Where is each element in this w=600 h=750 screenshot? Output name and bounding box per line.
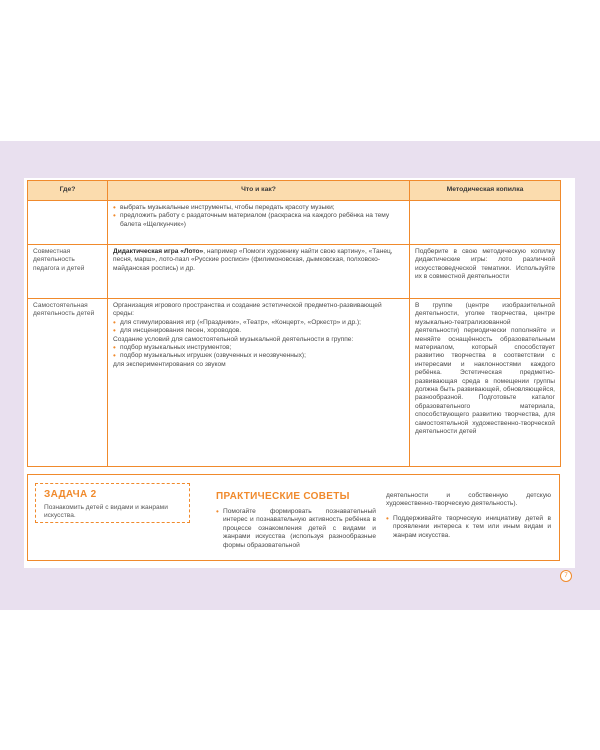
cell-what-row3: [108, 299, 410, 467]
advice-item: • Поддерживайте творческую инициативу детей в проявлении интереса к тем или иным видам и жанрам искусства.: [386, 515, 551, 540]
cell-tips-row2: Подберите в свою методическую копилку дидактические игры: лото различной искусствоведческой тематики. Используйте их в совместной деятельности: [410, 245, 561, 299]
cell-where-independent: Самостоятельная деятельность детей: [28, 299, 108, 467]
list-item: • выбрать музыкальные инструменты, чтобы передать красоту музыки;: [113, 204, 404, 212]
list-item: • подбор музыкальных инструментов;: [113, 344, 404, 352]
methodology-table: [27, 180, 561, 467]
advice-column-1: [216, 508, 376, 550]
header-tips: Методическая копилка: [410, 181, 561, 201]
what-intro: Организация игрового пространства и создание эстетической предметно-развивающей среды:: [113, 302, 382, 318]
cell-what-row1: [108, 201, 410, 245]
cell-what-row2: [108, 245, 410, 299]
list-item: • подбор музыкальных игрушек (озвученных и неозвученных);: [113, 352, 404, 360]
what-mid: Создание условий для самостоятельной музыкальной деятельности в группе:: [113, 335, 354, 343]
didactic-game-title: Дидактическая игра «Лото»: [113, 248, 204, 255]
advice-item: • Помогайте формировать познавательный интерес и познавательную активность ребёнка в процессе ознакомления детей с видами и жанрами искусства (используя разнообразные формы образовательной: [216, 508, 376, 550]
table-row: [28, 245, 561, 299]
list-item: • для стимулирования игр («Праздники», «Театр», «Концерт», «Оркестр» и др.);: [113, 319, 404, 327]
list-item: • для инсценирования песен, хороводов.: [113, 327, 404, 335]
list-item: • предложить работу с раздаточным материалом (раскраска на каждого ребёнка на тему балета «Щелкунчик»): [113, 212, 404, 229]
header-what: Что и как?: [108, 181, 410, 201]
what-end: для экспериментирования со звуком: [113, 360, 226, 368]
cell-where-joint: Совместная деятельность педагога и детей: [28, 245, 108, 299]
header-where: Где?: [28, 181, 108, 201]
advice-title: ПРАКТИЧЕСКИЕ СОВЕТЫ: [216, 491, 350, 502]
table-row: [28, 201, 561, 245]
cell-tips-empty: [410, 201, 561, 245]
cell-tips-row3: В группе (центре изобразительной деятельности, уголке творчества, центре музыкально-театрализованной деятельности) периодически пополняйте и меняйте оснащённость образовательным материалом, который способствует развитию творчества в соответствии с интересами и наклонностями каждого ребёнка. Эстетическая предметно-развивающая среда в помещении группы должна быть развивающей, обновляющейся, разнообразной. Подготовьте каталог образовательного материала, способствующего развитию творчества, для самостоятельной художественно-творческой деятельности детей: [410, 299, 561, 467]
task-title: ЗАДАЧА 2: [44, 489, 97, 500]
cell-where-empty: [28, 201, 108, 245]
task-advice-panel: [27, 474, 560, 561]
advice-column-2: [386, 492, 551, 540]
table-header-row: [28, 181, 561, 201]
advice-item-continued: деятельности и собственную детскую художественно-творческую деятельность).: [386, 492, 551, 508]
task-text: Познакомить детей с видами и жанрами искусства.: [44, 504, 168, 520]
page-number: 7: [560, 570, 572, 582]
table-row: [28, 299, 561, 467]
task-box: [35, 483, 190, 523]
didactic-game-text: , например «Помоги художнику найти свою картину», «Танец, песня, марш», лото-пазл «Русские росписи» (филимоновская, дымковская, полховско-майданская роспись) и др.: [113, 248, 393, 272]
